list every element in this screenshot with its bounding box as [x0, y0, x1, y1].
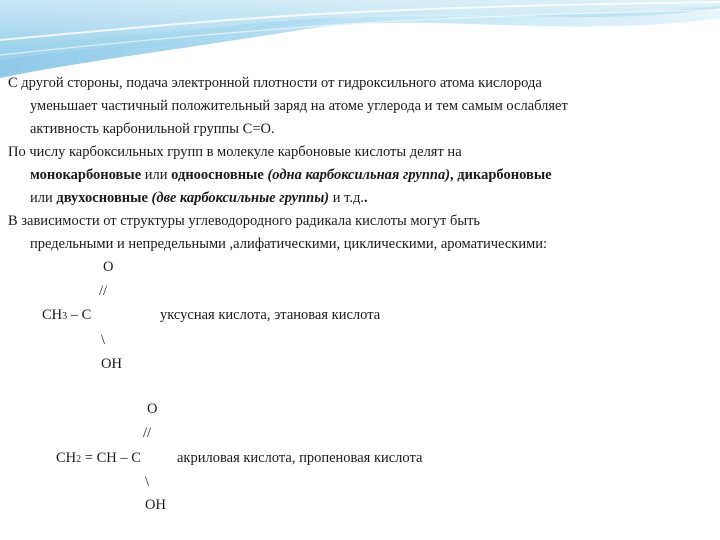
- main-text: [8, 72, 714, 256]
- formula-acrylic-chain: [56, 450, 141, 467]
- text-line: [8, 164, 714, 187]
- formula-acrylic-name: акриловая кислота, пропеновая кислота: [177, 450, 423, 466]
- formula-text: CH: [56, 450, 77, 466]
- formula-text: – C: [67, 307, 92, 323]
- text-line: [8, 187, 714, 210]
- term-note: (одна карбоксильная группа): [263, 167, 451, 183]
- text-fragment: или: [141, 167, 172, 183]
- formula-acetic-chain: [42, 307, 91, 324]
- formula-acrylic-double-bond: //: [143, 425, 152, 441]
- formula-acetic-oxygen: O: [103, 259, 114, 275]
- paragraph-electron-density: [8, 72, 714, 141]
- formula-acetic-double-bond: //: [99, 283, 108, 299]
- text-fragment: и т.д.: [329, 190, 364, 206]
- text-line: По числу карбоксильных групп в молекуле карбоновые кислоты делят на: [8, 144, 462, 160]
- paragraph-structure: [8, 210, 714, 256]
- term-dicarboxylic: , дикарбоновые: [450, 167, 552, 183]
- term-note: (две карбоксильные группы): [147, 190, 330, 206]
- text-fragment: или: [30, 190, 57, 206]
- text-fragment: .: [363, 190, 368, 206]
- formula-acrylic-single-bond: \: [145, 474, 150, 490]
- term-monobasic: одноосновные: [171, 167, 264, 183]
- text-line: уменьшает частичный положительный заряд на атоме углерода и тем самым ослабляет: [30, 98, 568, 114]
- term-monocarboxylic: монокарбоновые: [30, 167, 142, 183]
- formula-acrylic-oxygen: O: [147, 401, 158, 417]
- formula-text: = CH – C: [81, 450, 141, 466]
- header-wave-banner: [0, 0, 720, 80]
- formula-acetic-hydroxyl: OH: [101, 356, 122, 372]
- text-line: предельными и непредельными ,алифатическими, циклическими, ароматическими:: [30, 236, 548, 252]
- text-line: С другой стороны, подача электронной плотности от гидроксильного атома кислорода: [8, 75, 542, 91]
- formula-acetic-name: уксусная кислота, этановая кислота: [160, 307, 381, 323]
- formula-acetic-single-bond: \: [101, 332, 106, 348]
- text-line: В зависимости от структуры углеводородного радикала кислоты могут быть: [8, 213, 481, 229]
- subscript: 3: [62, 311, 68, 322]
- subscript: 2: [76, 454, 82, 465]
- formula-acrylic-hydroxyl: OH: [145, 497, 166, 513]
- formula-text: CH: [42, 307, 63, 323]
- term-dibasic: двухосновные: [56, 190, 148, 206]
- text-line: активность карбонильной группы С=О.: [30, 121, 275, 137]
- paragraph-classification: [8, 141, 714, 210]
